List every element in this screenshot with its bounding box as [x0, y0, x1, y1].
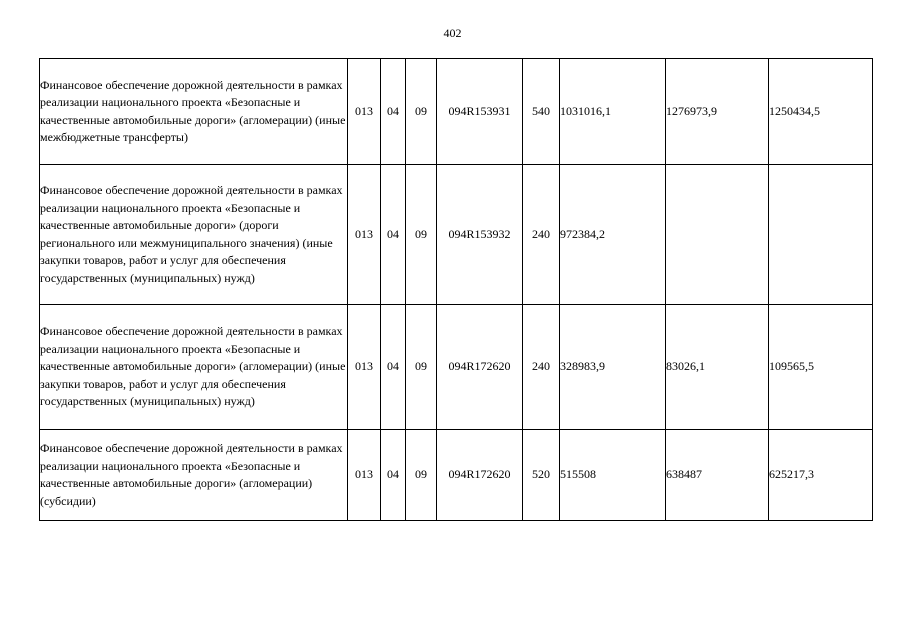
target-article-code: 094R153931	[437, 59, 523, 165]
amount-year-2: 638487	[666, 430, 769, 521]
expense-type-code: 520	[523, 430, 560, 521]
section-code: 04	[381, 59, 406, 165]
budget-table	[39, 58, 873, 521]
target-article-code: 094R172620	[437, 305, 523, 430]
row-description: Финансовое обеспечение дорожной деятельности в рамках реализации национального проекта «Безопасные и качественные автомобильные дороги» (агломерации) (иные закупки товаров, работ и услуг для обеспечения государственных (муниципальных) нужд)	[40, 305, 348, 430]
subsection-code: 09	[406, 59, 437, 165]
amount-year-3: 109565,5	[769, 305, 873, 430]
ministry-code: 013	[348, 430, 381, 521]
page-number: 402	[443, 26, 462, 40]
table-row	[40, 430, 873, 521]
amount-year-3: 625217,3	[769, 430, 873, 521]
amount-year-1: 972384,2	[560, 165, 666, 305]
expense-type-code: 240	[523, 305, 560, 430]
subsection-code: 09	[406, 305, 437, 430]
amount-year-2: 83026,1	[666, 305, 769, 430]
section-code: 04	[381, 165, 406, 305]
amount-year-3	[769, 165, 873, 305]
subsection-code: 09	[406, 430, 437, 521]
ministry-code: 013	[348, 59, 381, 165]
subsection-code: 09	[406, 165, 437, 305]
amount-year-3: 1250434,5	[769, 59, 873, 165]
row-description: Финансовое обеспечение дорожной деятельности в рамках реализации национального проекта «Безопасные и качественные автомобильные дороги» (дороги регионального или межмуниципального значения) (иные закупки товаров, работ и услуг для обеспечения государственных (муниципальных) нужд)	[40, 165, 348, 305]
ministry-code: 013	[348, 305, 381, 430]
table-row	[40, 305, 873, 430]
row-description: Финансовое обеспечение дорожной деятельности в рамках реализации национального проекта «Безопасные и качественные автомобильные дороги» (агломерации) (иные межбюджетные трансферты)	[40, 59, 348, 165]
table-row	[40, 59, 873, 165]
amount-year-1: 515508	[560, 430, 666, 521]
ministry-code: 013	[348, 165, 381, 305]
expense-type-code: 540	[523, 59, 560, 165]
expense-type-code: 240	[523, 165, 560, 305]
amount-year-1: 1031016,1	[560, 59, 666, 165]
section-code: 04	[381, 430, 406, 521]
table-row	[40, 165, 873, 305]
amount-year-2: 1276973,9	[666, 59, 769, 165]
target-article-code: 094R172620	[437, 430, 523, 521]
amount-year-1: 328983,9	[560, 305, 666, 430]
row-description: Финансовое обеспечение дорожной деятельности в рамках реализации национального проекта «Безопасные и качественные автомобильные дороги» (агломерации) (субсидии)	[40, 430, 348, 521]
section-code: 04	[381, 305, 406, 430]
amount-year-2	[666, 165, 769, 305]
target-article-code: 094R153932	[437, 165, 523, 305]
